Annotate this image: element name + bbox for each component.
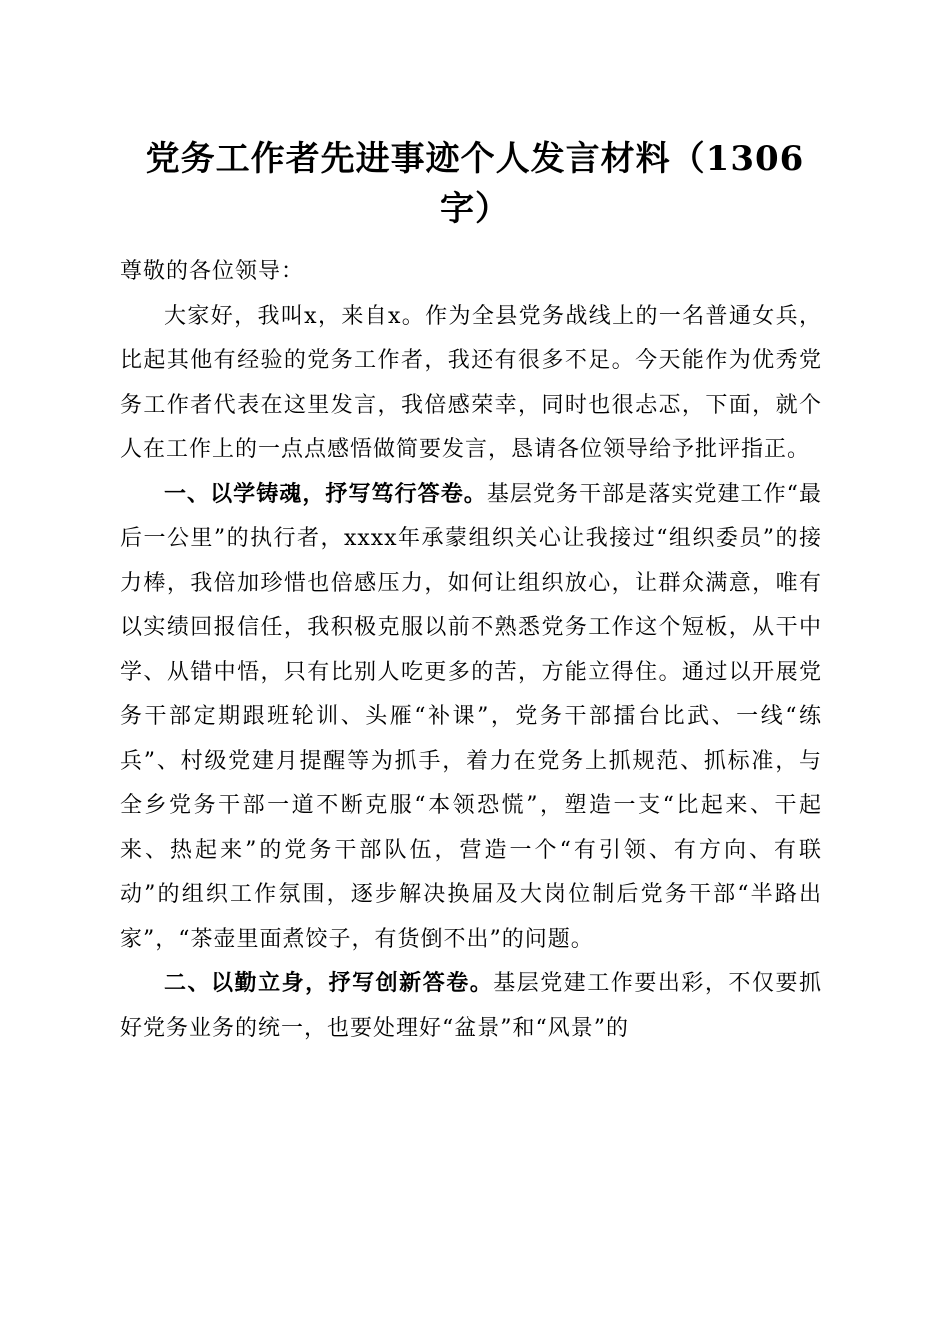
section-text-1: 基层党务干部是落实党建工作“最后一公里”的执行者，xxxx年承蒙组织关心让我接过“组织委员”的接力棒，我倍加珍惜也倍感压力，如何让组织放心，让群众满意，唯有以实绩回报信任，我积极克服以前不熟悉党务工作这个短板，从干中学、从错中悟，只有比别人吃更多的苦，方能立得住。通过以开展党务干部定期跟班轮训、头雁“补课”，党务干部擂台比武、一线“练兵”、村级党建月提醒等为抓手，着力在党务上抓规范、抓标准，与全乡党务干部一道不断克服“本领恐慌”，塑造一支“比起来、干起来、热起来”的党务干部队伍，营造一个“有引领、有方向、有联动”的组织工作氛围，逐步解决换届及大岗位制后党务干部“半路出家”，“茶壶里面煮饺子，有货倒不出”的问题。 [120,481,822,952]
section-heading-2: 二、以勤立身，抒写创新答卷。 [164,971,494,996]
document-body [120,250,822,1051]
section-paragraph-2 [120,962,822,1051]
section-heading-1: 一、以学铸魂，抒写笃行答卷。 [164,481,487,507]
intro-paragraph: 大家好，我叫x，来自x。作为全县党务战线上的一名普通女兵，比起其他有经验的党务工作者，我还有很多不足。今天能作为优秀党务工作者代表在这里发言，我倍感荣幸，同时也很忐忑，下面，就个人在工作上的一点点感悟做简要发言，恳请各位领导给予批评指正。 [120,303,822,462]
section-paragraph-1 [120,473,822,963]
section-text-2: 基层党建工作要出彩，不仅要抓好党务业务的统一，也要处理好“盆景”和“风景”的 [120,971,822,1041]
salutation: 尊敬的各位领导： [120,259,305,284]
document-title: 党务工作者先进事迹个人发言材料（1306字） [145,139,805,229]
